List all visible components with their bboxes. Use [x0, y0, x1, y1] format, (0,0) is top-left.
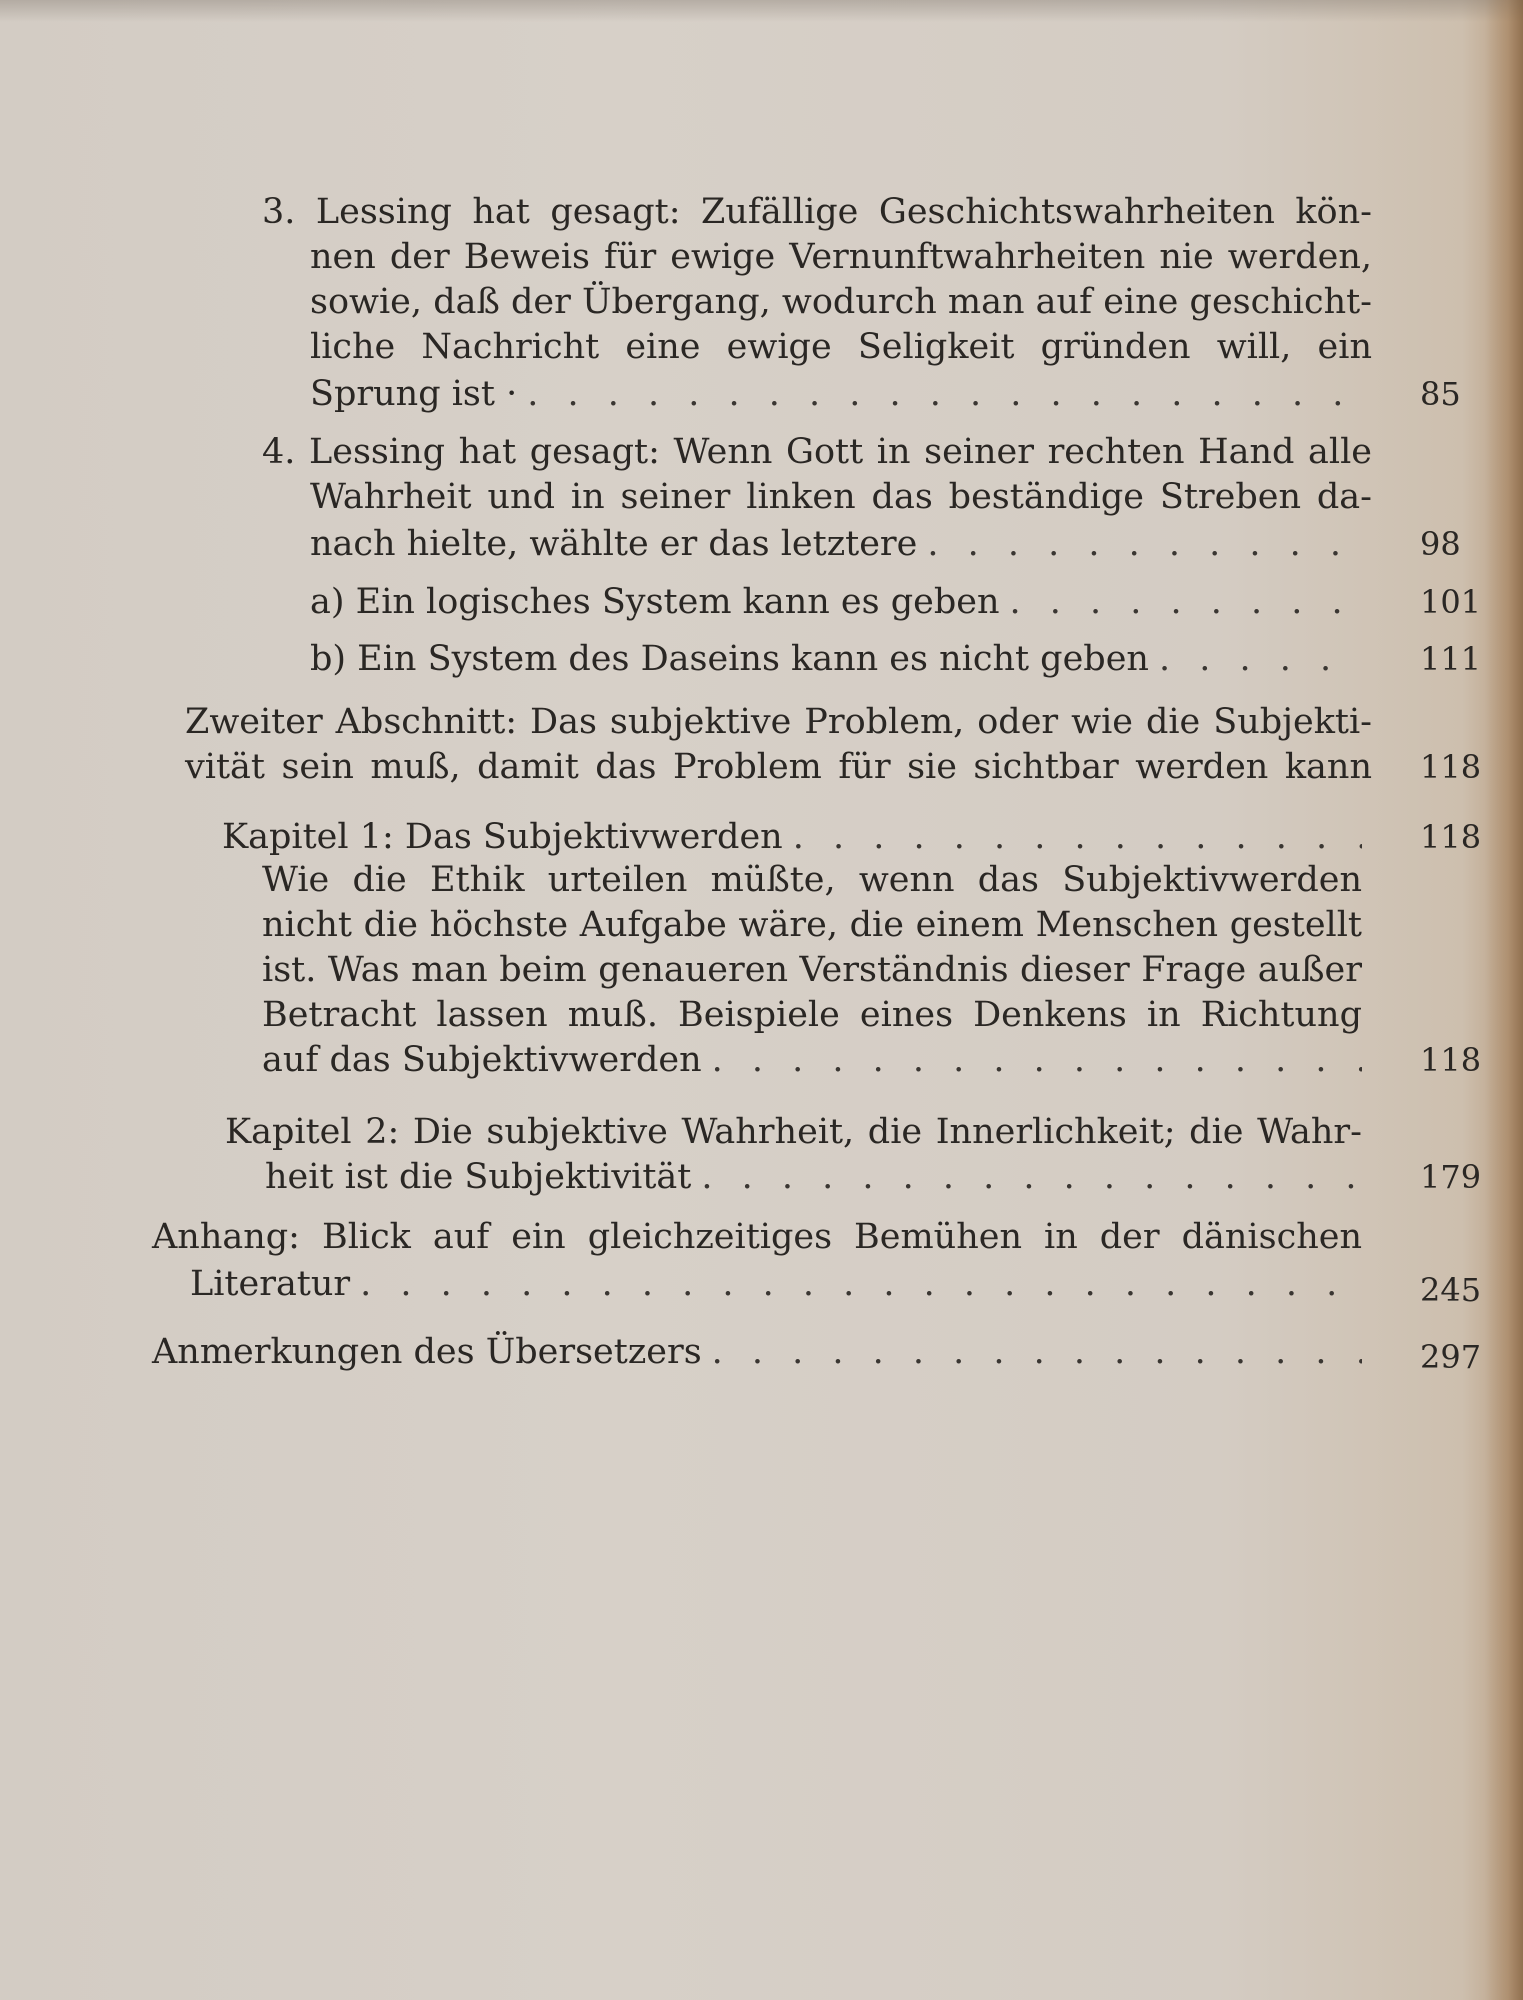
toc-line-leader: auf das Subjektivwerden . . . [262, 1038, 1372, 1082]
page-number: 98 [1420, 525, 1461, 563]
toc-line: Kapitel 2: Die subjektive Wahrheit, die Innerlichkeit; die Wahr- [225, 1112, 1362, 1152]
page-number: 101 [1420, 583, 1482, 621]
toc-line-leader: Sprung ist · . . . [310, 372, 1372, 416]
dot-leader [701, 1155, 1362, 1199]
toc-line-leader: Kapitel 1: Das Subjektivwerden . . . [222, 815, 1372, 859]
dot-leader [793, 815, 1362, 859]
page-number: 85 [1420, 375, 1461, 413]
toc-line: Wahrheit und in seiner linken das beständige Streben da- [310, 477, 1372, 517]
page-number: 118 [1420, 818, 1482, 856]
page-number: 245 [1420, 1271, 1482, 1309]
dot-leader [527, 372, 1362, 416]
toc-line-leader: Literatur . . . [190, 1262, 1372, 1306]
toc-line-leader: Anmerkungen des Übersetzers . . . [152, 1330, 1372, 1374]
toc-line: Anhang: Blick auf ein gleichzeitiges Bemühen in der dänischen [152, 1217, 1362, 1257]
toc-line-leader: heit ist die Subjektivität . . . [265, 1155, 1372, 1199]
dot-leader [1159, 637, 1362, 681]
dot-leader [1010, 580, 1363, 624]
toc-line-leader: nach hielte, wählte er das letztere . . . [310, 522, 1372, 566]
toc-line: 4. Lessing hat gesagt: Wenn Gott in seiner rechten Hand alle [262, 432, 1372, 472]
toc-line: 3. Lessing hat gesagt: Zufällige Geschichtswahrheiten kön- [262, 192, 1372, 232]
toc-line: ist. Was man beim genaueren Verständnis dieser Frage außer [262, 950, 1362, 990]
toc-line: nicht die höchste Aufgabe wäre, die einem Menschen gestellt [262, 905, 1362, 945]
toc-line: liche Nachricht eine ewige Seligkeit gründen will, ein [310, 327, 1372, 367]
page-top-shadow [0, 0, 1523, 22]
page-number: 118 [1420, 1041, 1482, 1079]
dot-leader [360, 1262, 1362, 1306]
page-number: 297 [1420, 1338, 1482, 1376]
toc-line: Zweiter Abschnitt: Das subjektive Problem, oder wie die Subjekti- [185, 702, 1372, 742]
toc-line: vität sein muß, damit das Problem für sie sichtbar werden kann [185, 747, 1372, 787]
page-edge-shading [1485, 0, 1523, 2000]
dot-leader [712, 1330, 1362, 1374]
toc-line: nen der Beweis für ewige Vernunftwahrheiten nie werden, [310, 237, 1372, 277]
toc-line-leader: b) Ein System des Daseins kann es nicht geben . . . [310, 637, 1372, 681]
page-number: 118 [1420, 748, 1482, 786]
dot-leader [927, 522, 1362, 566]
toc-line: Betracht lassen muß. Beispiele eines Denkens in Richtung [262, 995, 1362, 1035]
toc-line: Wie die Ethik urteilen müßte, wenn das Subjektivwerden [262, 860, 1362, 900]
page-number: 111 [1420, 640, 1482, 678]
dot-leader [712, 1038, 1362, 1082]
toc-line: sowie, daß der Übergang, wodurch man auf eine geschicht- [310, 282, 1372, 322]
toc-line-leader: a) Ein logisches System kann es geben . . . [310, 580, 1372, 624]
page-number: 179 [1420, 1158, 1482, 1196]
